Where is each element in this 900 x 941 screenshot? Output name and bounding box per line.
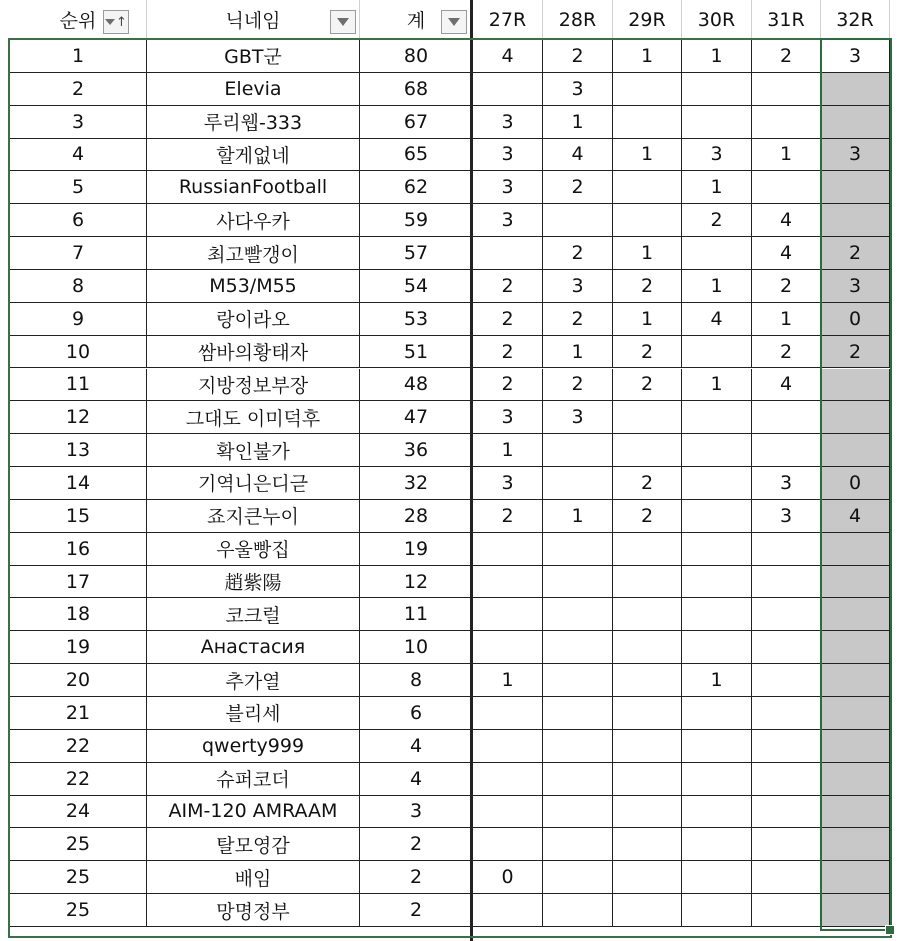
round-cell-27r[interactable]: 2 <box>473 336 543 369</box>
round-cell-28r[interactable] <box>543 861 613 894</box>
nickname-cell[interactable]: 쌈바의황태자 <box>147 336 360 369</box>
round-cell-30r[interactable]: 1 <box>682 40 752 73</box>
round-cell-30r[interactable] <box>682 631 752 664</box>
round-cell-28r[interactable]: 2 <box>543 40 613 73</box>
round-cell-27r[interactable] <box>473 631 543 664</box>
round-cell-30r[interactable] <box>682 73 752 106</box>
rank-cell[interactable]: 22 <box>10 730 147 763</box>
total-cell[interactable]: 57 <box>360 237 473 270</box>
round-cell-27r[interactable] <box>473 730 543 763</box>
round-cell-30r[interactable]: 1 <box>682 369 752 402</box>
round-cell-29r[interactable] <box>613 894 682 927</box>
rank-cell[interactable]: 13 <box>10 434 147 467</box>
total-cell[interactable]: 19 <box>360 533 473 566</box>
round-cell-29r[interactable]: 2 <box>613 336 682 369</box>
total-cell[interactable]: 67 <box>360 106 473 139</box>
total-cell[interactable]: 59 <box>360 204 473 237</box>
round-cell-29r[interactable] <box>613 796 682 829</box>
round-cell-31r[interactable] <box>752 796 821 829</box>
round-cell-28r[interactable]: 3 <box>543 401 613 434</box>
round-cell-30r[interactable] <box>682 598 752 631</box>
round-cell-30r[interactable] <box>682 894 752 927</box>
round-cell-31r[interactable]: 3 <box>752 500 821 533</box>
round-cell-28r[interactable] <box>543 697 613 730</box>
round-cell-27r[interactable] <box>473 566 543 599</box>
nickname-cell[interactable]: 그대도 이미덕후 <box>147 401 360 434</box>
rank-cell[interactable]: 3 <box>10 106 147 139</box>
total-cell[interactable]: 51 <box>360 336 473 369</box>
round-cell-31r[interactable] <box>752 434 821 467</box>
nickname-cell[interactable]: 배임 <box>147 861 360 894</box>
round-cell-31r[interactable] <box>752 598 821 631</box>
round-cell-32r[interactable] <box>821 664 890 697</box>
nickname-cell[interactable]: 탈모영감 <box>147 828 360 861</box>
rank-cell[interactable]: 4 <box>10 139 147 172</box>
round-cell-30r[interactable] <box>682 336 752 369</box>
total-cell[interactable]: 53 <box>360 303 473 336</box>
nickname-cell[interactable]: AIM-120 AMRAAM <box>147 796 360 829</box>
rank-cell[interactable]: 18 <box>10 598 147 631</box>
round-cell-30r[interactable] <box>682 401 752 434</box>
round-cell-27r[interactable]: 3 <box>473 139 543 172</box>
round-cell-31r[interactable] <box>752 631 821 664</box>
nickname-cell[interactable]: GBT군 <box>147 40 360 73</box>
round-cell-31r[interactable]: 4 <box>752 237 821 270</box>
round-cell-31r[interactable] <box>752 73 821 106</box>
rank-cell[interactable]: 8 <box>10 270 147 303</box>
round-cell-27r[interactable]: 3 <box>473 204 543 237</box>
round-cell-29r[interactable]: 2 <box>613 270 682 303</box>
nickname-cell[interactable]: 슈퍼코더 <box>147 763 360 796</box>
total-cell[interactable]: 32 <box>360 467 473 500</box>
round-cell-29r[interactable] <box>613 204 682 237</box>
rank-cell[interactable]: 20 <box>10 664 147 697</box>
round-cell-30r[interactable] <box>682 730 752 763</box>
round-cell-32r[interactable] <box>821 828 890 861</box>
round-cell-32r[interactable] <box>821 763 890 796</box>
round-cell-31r[interactable] <box>752 106 821 139</box>
round-cell-32r[interactable] <box>821 730 890 763</box>
header-round-31r[interactable]: 31R <box>752 0 821 40</box>
round-cell-31r[interactable] <box>752 763 821 796</box>
round-cell-29r[interactable] <box>613 664 682 697</box>
round-cell-30r[interactable] <box>682 861 752 894</box>
round-cell-27r[interactable]: 2 <box>473 369 543 402</box>
round-cell-28r[interactable]: 2 <box>543 237 613 270</box>
total-cell[interactable]: 2 <box>360 894 473 927</box>
round-cell-28r[interactable] <box>543 664 613 697</box>
round-cell-28r[interactable]: 4 <box>543 139 613 172</box>
rank-cell[interactable]: 21 <box>10 697 147 730</box>
round-cell-30r[interactable]: 3 <box>682 139 752 172</box>
round-cell-28r[interactable]: 2 <box>543 369 613 402</box>
round-cell-27r[interactable]: 0 <box>473 861 543 894</box>
round-cell-27r[interactable] <box>473 73 543 106</box>
nickname-cell[interactable]: 할게없네 <box>147 139 360 172</box>
round-cell-32r[interactable]: 4 <box>821 500 890 533</box>
round-cell-28r[interactable] <box>543 763 613 796</box>
rank-cell[interactable]: 15 <box>10 500 147 533</box>
nickname-cell[interactable]: 추가열 <box>147 664 360 697</box>
rank-cell[interactable]: 22 <box>10 763 147 796</box>
total-cell[interactable]: 11 <box>360 598 473 631</box>
nickname-cell[interactable]: 망명정부 <box>147 894 360 927</box>
nickname-cell[interactable]: RussianFootball <box>147 171 360 204</box>
round-cell-30r[interactable]: 2 <box>682 204 752 237</box>
round-cell-28r[interactable]: 1 <box>543 336 613 369</box>
round-cell-30r[interactable]: 1 <box>682 270 752 303</box>
round-cell-30r[interactable] <box>682 828 752 861</box>
header-round-27r[interactable]: 27R <box>473 0 543 40</box>
round-cell-32r[interactable] <box>821 401 890 434</box>
round-cell-29r[interactable] <box>613 171 682 204</box>
round-cell-29r[interactable]: 1 <box>613 40 682 73</box>
rank-cell[interactable]: 25 <box>10 861 147 894</box>
nickname-cell[interactable]: 블리세 <box>147 697 360 730</box>
round-cell-27r[interactable]: 3 <box>473 401 543 434</box>
rank-cell[interactable]: 17 <box>10 566 147 599</box>
round-cell-27r[interactable]: 2 <box>473 303 543 336</box>
total-cell[interactable]: 28 <box>360 500 473 533</box>
round-cell-31r[interactable]: 2 <box>752 270 821 303</box>
rank-cell[interactable]: 7 <box>10 237 147 270</box>
sort-ascending-filter-icon[interactable] <box>103 10 129 34</box>
round-cell-27r[interactable] <box>473 763 543 796</box>
round-cell-28r[interactable]: 3 <box>543 73 613 106</box>
nickname-cell[interactable]: 기역니은디귿 <box>147 467 360 500</box>
round-cell-31r[interactable]: 1 <box>752 139 821 172</box>
round-cell-32r[interactable]: 0 <box>821 303 890 336</box>
header-round-29r[interactable]: 29R <box>613 0 682 40</box>
round-cell-30r[interactable] <box>682 467 752 500</box>
round-cell-27r[interactable]: 1 <box>473 434 543 467</box>
nickname-cell[interactable]: 사다우카 <box>147 204 360 237</box>
total-cell[interactable]: 4 <box>360 730 473 763</box>
round-cell-32r[interactable]: 3 <box>821 40 890 73</box>
round-cell-31r[interactable] <box>752 171 821 204</box>
filter-dropdown-icon[interactable] <box>441 10 467 34</box>
round-cell-31r[interactable]: 4 <box>752 204 821 237</box>
header-total-label: 계 <box>406 10 426 32</box>
round-cell-27r[interactable]: 1 <box>473 664 543 697</box>
round-cell-32r[interactable] <box>821 566 890 599</box>
rank-cell[interactable]: 10 <box>10 336 147 369</box>
total-cell[interactable]: 54 <box>360 270 473 303</box>
round-cell-31r[interactable] <box>752 664 821 697</box>
round-cell-31r[interactable] <box>752 566 821 599</box>
total-cell[interactable]: 65 <box>360 139 473 172</box>
round-cell-27r[interactable]: 4 <box>473 40 543 73</box>
nickname-cell[interactable]: M53/M55 <box>147 270 360 303</box>
round-cell-32r[interactable] <box>821 73 890 106</box>
round-cell-30r[interactable] <box>682 434 752 467</box>
round-cell-30r[interactable]: 4 <box>682 303 752 336</box>
round-cell-27r[interactable] <box>473 533 543 566</box>
round-cell-30r[interactable] <box>682 106 752 139</box>
chevron-down-icon <box>105 19 115 25</box>
header-round-28r[interactable]: 28R <box>543 0 613 40</box>
nickname-cell[interactable]: 죠지큰누이 <box>147 500 360 533</box>
sort-up-arrow-icon: ↑ <box>116 14 127 30</box>
round-cell-29r[interactable]: 2 <box>613 500 682 533</box>
round-cell-31r[interactable]: 2 <box>752 336 821 369</box>
nickname-cell[interactable]: 루리웹-333 <box>147 106 360 139</box>
round-cell-32r[interactable]: 0 <box>821 467 890 500</box>
round-cell-27r[interactable]: 3 <box>473 467 543 500</box>
rank-cell[interactable]: 19 <box>10 631 147 664</box>
total-cell[interactable]: 3 <box>360 796 473 829</box>
rank-cell[interactable]: 5 <box>10 171 147 204</box>
total-cell[interactable]: 4 <box>360 763 473 796</box>
round-cell-31r[interactable]: 3 <box>752 467 821 500</box>
round-cell-32r[interactable] <box>821 171 890 204</box>
nickname-cell[interactable]: 랑이라오 <box>147 303 360 336</box>
round-cell-29r[interactable] <box>613 533 682 566</box>
total-cell[interactable]: 10 <box>360 631 473 664</box>
round-cell-31r[interactable] <box>752 894 821 927</box>
nickname-cell[interactable]: Анастасия <box>147 631 360 664</box>
header-nickname-label: 닉네임 <box>225 10 281 32</box>
round-cell-28r[interactable] <box>543 598 613 631</box>
round-cell-29r[interactable]: 2 <box>613 369 682 402</box>
rank-cell[interactable]: 6 <box>10 204 147 237</box>
round-cell-28r[interactable]: 1 <box>543 500 613 533</box>
chevron-down-icon <box>337 18 349 26</box>
round-cell-27r[interactable]: 2 <box>473 270 543 303</box>
round-cell-32r[interactable] <box>821 796 890 829</box>
rank-cell[interactable]: 16 <box>10 533 147 566</box>
round-cell-27r[interactable] <box>473 894 543 927</box>
round-cell-29r[interactable] <box>613 828 682 861</box>
round-cell-31r[interactable] <box>752 401 821 434</box>
round-cell-29r[interactable] <box>613 566 682 599</box>
round-cell-32r[interactable]: 3 <box>821 270 890 303</box>
header-round-30r[interactable]: 30R <box>682 0 752 40</box>
rank-cell[interactable]: 1 <box>10 40 147 73</box>
round-cell-31r[interactable] <box>752 828 821 861</box>
round-cell-29r[interactable] <box>613 106 682 139</box>
round-cell-27r[interactable] <box>473 828 543 861</box>
round-cell-27r[interactable] <box>473 237 543 270</box>
round-cell-30r[interactable] <box>682 763 752 796</box>
total-cell[interactable]: 2 <box>360 828 473 861</box>
column-separator <box>470 0 473 941</box>
rank-cell[interactable]: 24 <box>10 796 147 829</box>
nickname-cell[interactable]: 趙紫陽 <box>147 566 360 599</box>
round-cell-31r[interactable]: 4 <box>752 369 821 402</box>
round-cell-27r[interactable] <box>473 796 543 829</box>
round-cell-29r[interactable]: 1 <box>613 237 682 270</box>
round-cell-32r[interactable] <box>821 434 890 467</box>
round-cell-27r[interactable]: 3 <box>473 171 543 204</box>
total-cell[interactable]: 47 <box>360 401 473 434</box>
rank-cell[interactable]: 9 <box>10 303 147 336</box>
round-cell-28r[interactable]: 1 <box>543 106 613 139</box>
round-cell-28r[interactable]: 3 <box>543 270 613 303</box>
round-cell-29r[interactable]: 1 <box>613 303 682 336</box>
round-cell-28r[interactable] <box>543 631 613 664</box>
round-cell-29r[interactable] <box>613 598 682 631</box>
round-cell-28r[interactable] <box>543 730 613 763</box>
round-cell-32r[interactable]: 2 <box>821 237 890 270</box>
round-cell-30r[interactable]: 1 <box>682 171 752 204</box>
rank-cell[interactable]: 2 <box>10 73 147 106</box>
total-cell[interactable]: 48 <box>360 369 473 402</box>
round-cell-27r[interactable]: 3 <box>473 106 543 139</box>
round-cell-30r[interactable] <box>682 566 752 599</box>
rank-cell[interactable]: 11 <box>10 369 147 402</box>
round-cell-29r[interactable] <box>613 730 682 763</box>
round-cell-28r[interactable] <box>543 828 613 861</box>
rank-cell[interactable]: 14 <box>10 467 147 500</box>
nickname-cell[interactable]: 우울빵집 <box>147 533 360 566</box>
total-cell[interactable]: 12 <box>360 566 473 599</box>
rank-cell[interactable]: 12 <box>10 401 147 434</box>
total-cell[interactable]: 8 <box>360 664 473 697</box>
round-cell-32r[interactable] <box>821 106 890 139</box>
fill-handle[interactable] <box>885 925 895 935</box>
round-cell-32r[interactable] <box>821 861 890 894</box>
round-cell-28r[interactable]: 2 <box>543 303 613 336</box>
round-cell-30r[interactable] <box>682 697 752 730</box>
total-cell[interactable]: 2 <box>360 861 473 894</box>
total-cell[interactable]: 62 <box>360 171 473 204</box>
round-cell-31r[interactable] <box>752 533 821 566</box>
header-rank-label: 순위 <box>59 10 97 32</box>
round-cell-32r[interactable]: 3 <box>821 139 890 172</box>
round-cell-28r[interactable] <box>543 533 613 566</box>
total-cell[interactable]: 68 <box>360 73 473 106</box>
round-cell-29r[interactable] <box>613 697 682 730</box>
round-cell-29r[interactable] <box>613 434 682 467</box>
round-cell-31r[interactable] <box>752 861 821 894</box>
round-cell-29r[interactable] <box>613 861 682 894</box>
nickname-cell[interactable]: Elevia <box>147 73 360 106</box>
round-cell-32r[interactable] <box>821 894 890 927</box>
round-cell-32r[interactable] <box>821 369 890 402</box>
round-cell-29r[interactable] <box>613 631 682 664</box>
round-cell-28r[interactable] <box>543 204 613 237</box>
round-cell-28r[interactable] <box>543 894 613 927</box>
round-cell-31r[interactable]: 2 <box>752 40 821 73</box>
round-cell-30r[interactable] <box>682 500 752 533</box>
round-cell-28r[interactable] <box>543 796 613 829</box>
round-cell-27r[interactable] <box>473 697 543 730</box>
rank-cell[interactable]: 25 <box>10 894 147 927</box>
filter-dropdown-icon[interactable] <box>330 10 356 34</box>
round-cell-30r[interactable]: 1 <box>682 664 752 697</box>
header-round-32r[interactable]: 32R <box>821 0 890 40</box>
round-cell-28r[interactable] <box>543 467 613 500</box>
nickname-cell[interactable]: 지방정보부장 <box>147 369 360 402</box>
round-cell-29r[interactable]: 1 <box>613 139 682 172</box>
nickname-cell[interactable]: 최고빨갱이 <box>147 237 360 270</box>
total-cell[interactable]: 36 <box>360 434 473 467</box>
nickname-cell[interactable]: 확인불가 <box>147 434 360 467</box>
round-cell-29r[interactable] <box>613 401 682 434</box>
round-cell-32r[interactable] <box>821 533 890 566</box>
round-cell-29r[interactable] <box>613 763 682 796</box>
round-cell-27r[interactable] <box>473 598 543 631</box>
chevron-down-icon <box>448 18 460 26</box>
round-cell-27r[interactable]: 2 <box>473 500 543 533</box>
total-cell[interactable]: 6 <box>360 697 473 730</box>
round-cell-28r[interactable]: 2 <box>543 171 613 204</box>
rank-cell[interactable]: 25 <box>10 828 147 861</box>
nickname-cell[interactable]: 코크럴 <box>147 598 360 631</box>
round-cell-31r[interactable] <box>752 697 821 730</box>
round-cell-31r[interactable] <box>752 730 821 763</box>
round-cell-30r[interactable] <box>682 533 752 566</box>
round-cell-32r[interactable] <box>821 204 890 237</box>
round-cell-28r[interactable] <box>543 566 613 599</box>
round-cell-29r[interactable] <box>613 73 682 106</box>
total-cell[interactable]: 80 <box>360 40 473 73</box>
round-cell-29r[interactable]: 2 <box>613 467 682 500</box>
nickname-cell[interactable]: qwerty999 <box>147 730 360 763</box>
round-cell-30r[interactable] <box>682 796 752 829</box>
round-cell-32r[interactable]: 2 <box>821 336 890 369</box>
round-cell-32r[interactable] <box>821 631 890 664</box>
round-cell-32r[interactable] <box>821 697 890 730</box>
round-cell-32r[interactable] <box>821 598 890 631</box>
round-cell-31r[interactable]: 1 <box>752 303 821 336</box>
header-nickname[interactable] <box>147 0 360 40</box>
round-cell-30r[interactable] <box>682 237 752 270</box>
round-cell-28r[interactable] <box>543 434 613 467</box>
